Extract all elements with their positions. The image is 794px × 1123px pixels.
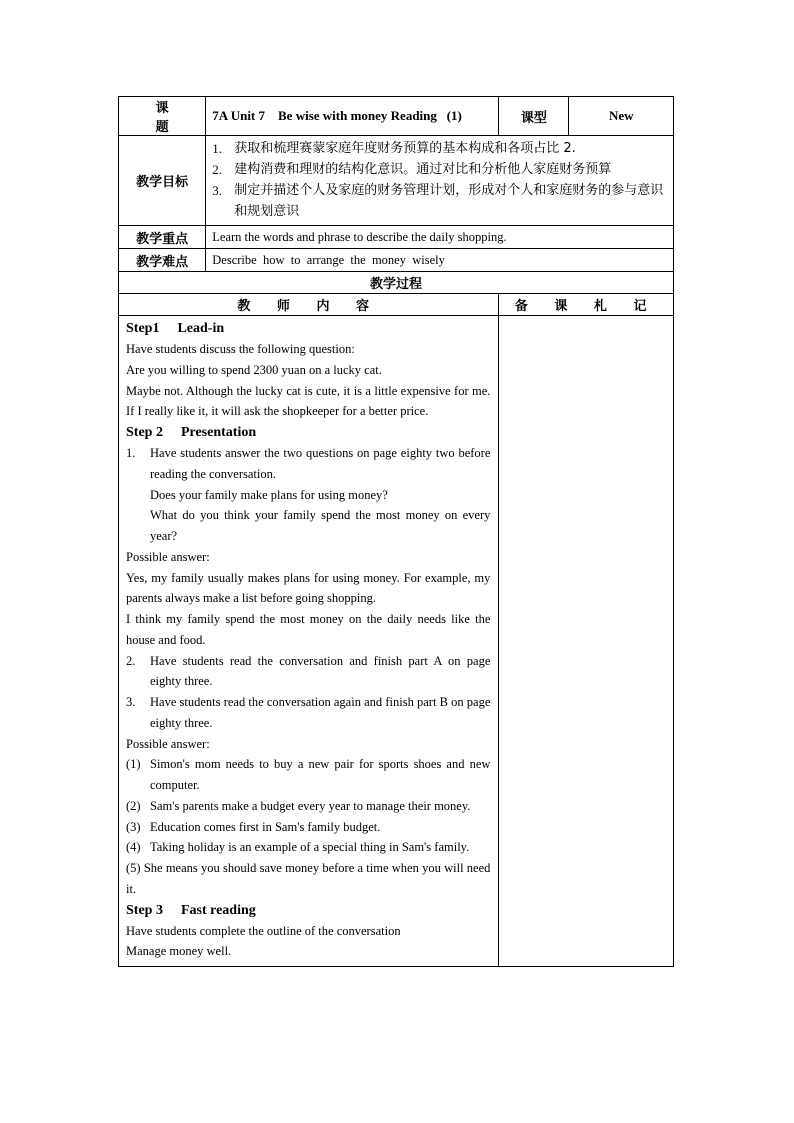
possible-answer-label: Possible answer:	[126, 736, 210, 751]
step-number: Step 3	[126, 902, 163, 918]
key-point-text: Learn the words and phrase to describe the daily shopping.	[206, 226, 674, 249]
step2-item-3	[126, 692, 490, 734]
goal-text: 获取和梳理赛蒙家庭年度财务预算的基本构成和各项占比 2.	[234, 141, 576, 156]
answer-text: Simon's mom needs to buy a new pair for sports shoes and new computer.	[150, 757, 491, 792]
answer-item-5: (5) She means you should save money before a time when you will need it.	[126, 861, 491, 896]
process-title: 教学过程	[119, 272, 674, 294]
goal-text: 建构消费和理财的结构化意识。通过对比和分析他人家庭财务预算	[234, 162, 612, 177]
difficulty-text: Describe how to arrange the money wisely	[206, 249, 674, 272]
step3-text-2: Manage money well.	[126, 944, 232, 959]
goals-row	[119, 136, 674, 226]
answer-item	[126, 796, 490, 817]
goal-item	[212, 159, 667, 180]
type-label: 课型	[499, 97, 569, 136]
key-point-row	[119, 226, 674, 249]
topic-label: 课 题	[119, 97, 206, 136]
step1-intro: Have students discuss the following question:	[126, 342, 355, 356]
topic-row	[119, 97, 674, 136]
answer-text: Education comes first in Sam's family budget.	[150, 819, 381, 834]
difficulty-label: 教学难点	[119, 249, 206, 272]
possible-answer-label: Possible answer:	[126, 549, 210, 564]
answer-number: (1)	[126, 757, 141, 772]
answer-text: Taking holiday is an example of a special thing in Sam's family.	[150, 840, 470, 855]
step2-answer-1: Yes, my family usually makes plans for using money. For example, my parents always make a list before going shopping.	[126, 570, 491, 606]
item-text: What do you think your family spend the most money on every year?	[150, 508, 491, 543]
goals-cell	[206, 136, 674, 226]
step3-heading	[126, 900, 490, 921]
key-point-label: 教学重点	[119, 226, 206, 249]
step2-heading	[126, 422, 490, 443]
step-name: Presentation	[180, 425, 257, 440]
notes-header: 备 课 札 记	[499, 294, 674, 316]
step-number: Step1	[126, 321, 160, 336]
item-number: 3.	[126, 695, 136, 709]
goal-number: 3.	[212, 183, 223, 198]
item-text: Have students read the conversation again and finish part B on page eighty three.	[150, 695, 491, 730]
teacher-content	[119, 316, 499, 967]
goal-item	[212, 180, 667, 222]
answer-item	[126, 837, 490, 858]
step2-item-1	[126, 443, 490, 485]
step-number: Step 2	[126, 425, 163, 440]
step2-answer-2: I think my family spend the most money on the daily needs like the house and food.	[126, 612, 491, 647]
answer-item	[126, 754, 490, 796]
difficulty-row	[119, 249, 674, 272]
step1-answer: Maybe not. Although the lucky cat is cute, it is a little expensive for me. If I really like it, it will ask the shopkeeper for a better price.	[126, 383, 491, 419]
goals-label: 教学目标	[119, 136, 206, 226]
teacher-content-header: 教 师 内 容	[119, 294, 499, 316]
step2-question-2	[126, 505, 490, 547]
lesson-plan-table	[118, 96, 674, 967]
answer-number: (2)	[126, 798, 141, 813]
goal-text: 制定并描述个人及家庭的财务管理计划，形成对个人和家庭财务的参与意识和规划意识	[234, 183, 664, 219]
item-number: 2.	[126, 653, 136, 668]
type-value: New	[569, 97, 674, 136]
step1-question: Are you willing to spend 2300 yuan on a lucky cat.	[126, 362, 382, 377]
step-name: Fast reading	[180, 902, 256, 918]
goal-number: 2.	[212, 162, 223, 177]
item-text: Have students answer the two questions on page eighty two before reading the conversation.	[150, 446, 491, 481]
column-header-row	[119, 294, 674, 316]
answer-number: (3)	[126, 819, 141, 834]
item-number: 1.	[126, 446, 136, 460]
process-body-row	[119, 316, 674, 967]
answer-text: Sam's parents make a budget every year to manage their money.	[150, 798, 471, 813]
answer-item	[126, 817, 490, 838]
goal-number: 1.	[212, 141, 223, 156]
step1-heading	[126, 318, 490, 339]
item-text: Have students read the conversation and finish part A on page eighty three.	[150, 653, 491, 689]
step-name: Lead-in	[177, 321, 225, 336]
notes-area	[499, 316, 674, 967]
goal-item	[212, 138, 667, 159]
step3-text-1: Have students complete the outline of the conversation	[126, 923, 401, 938]
answer-number: (4)	[126, 840, 141, 855]
goals-list	[206, 136, 673, 225]
step2-question-1: Does your family make plans for using money?	[150, 487, 388, 502]
step2-item-2	[126, 651, 490, 693]
topic-value: 7A Unit 7 Be wise with money Reading (1)	[206, 97, 499, 136]
process-title-row	[119, 272, 674, 294]
